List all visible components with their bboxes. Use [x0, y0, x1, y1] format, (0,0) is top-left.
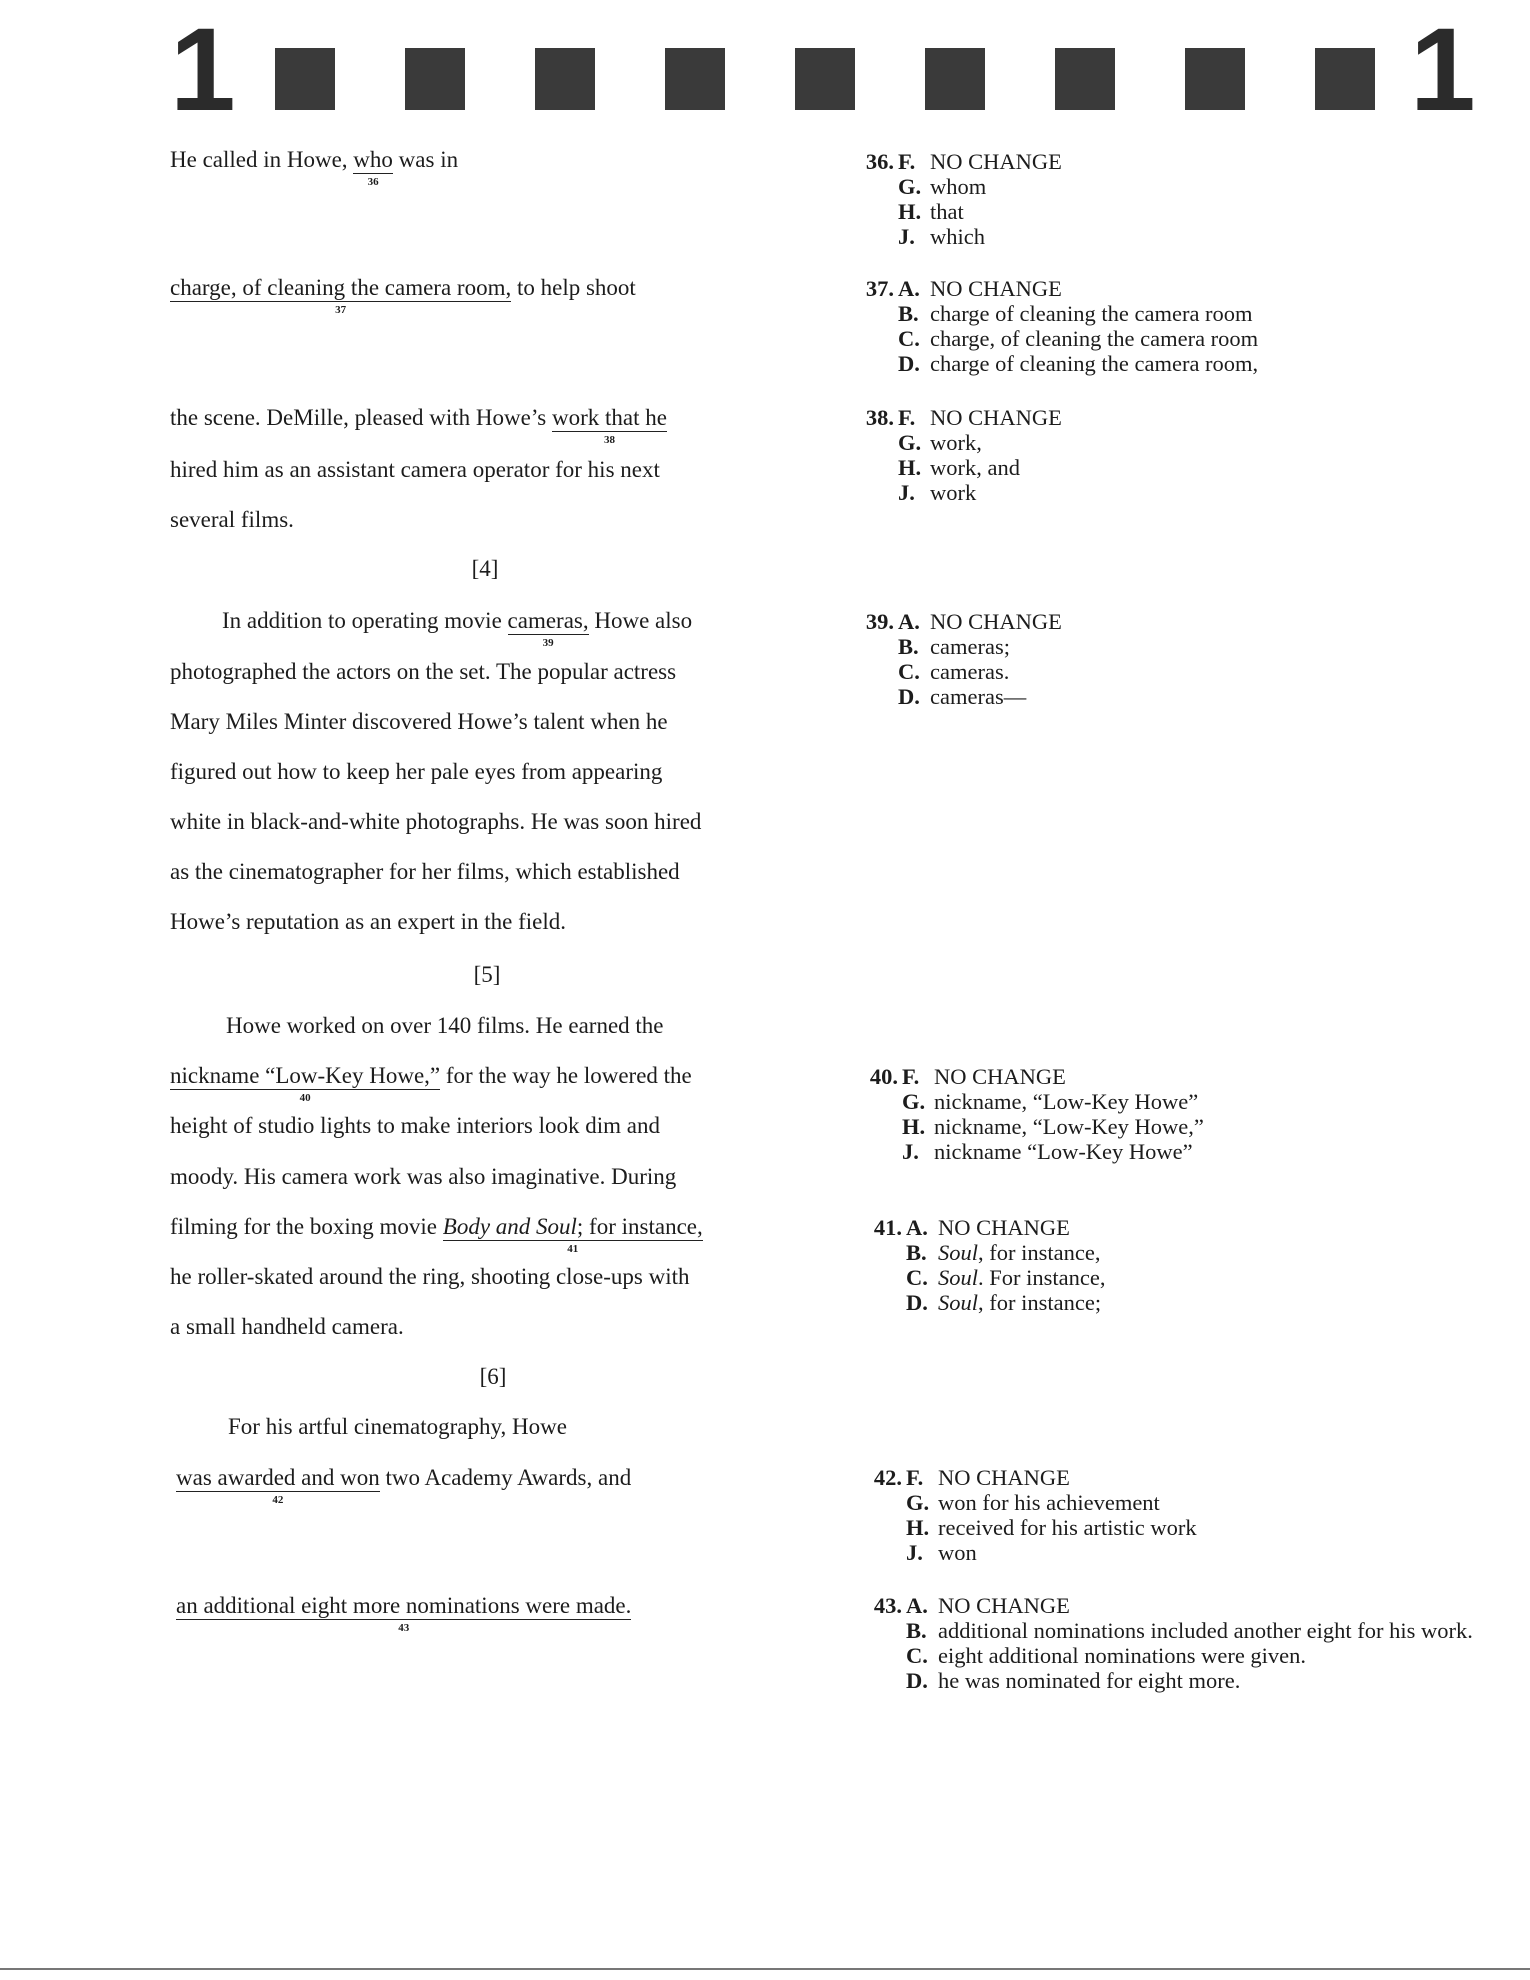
answer-option[interactable]: H. work, and	[898, 455, 1020, 480]
passage-line	[176, 1464, 632, 1506]
question-marker-43: 43	[398, 1622, 410, 1634]
answer-option[interactable]: J. won	[906, 1540, 977, 1565]
passage-line: a small handheld camera.	[170, 1314, 404, 1339]
header-square	[1185, 48, 1245, 110]
header-square	[535, 48, 595, 110]
passage-text: Howe also	[588, 608, 693, 633]
answer-option[interactable]: H. nickname, “Low-Key Howe,”	[902, 1114, 1204, 1139]
question-marker-42: 42	[272, 1494, 284, 1506]
answer-option[interactable]: 39. A. NO CHANGE	[865, 609, 1062, 634]
answer-option[interactable]: B. cameras;	[898, 634, 1010, 659]
question-marker-38: 38	[603, 434, 615, 446]
question-37	[842, 276, 1258, 376]
passage-line	[170, 274, 636, 316]
answer-option[interactable]: G. won for his achievement	[906, 1490, 1160, 1515]
passage-line: he roller-skated around the ring, shooting close-ups with	[170, 1264, 690, 1289]
passage-text: filming for the boxing movie	[170, 1214, 443, 1239]
underlined-portion-42: was awarded and won 42	[176, 1465, 380, 1506]
question-41	[850, 1215, 1106, 1315]
passage-text: two Academy Awards, and	[379, 1465, 632, 1490]
question-42	[850, 1465, 1197, 1565]
header-square	[1315, 48, 1375, 110]
passage-line: several films.	[170, 507, 294, 532]
passage-text: the scene. DeMille, pleased with Howe’s	[170, 405, 552, 430]
section-number-right: 1	[1410, 4, 1476, 136]
passage-text: for the way he lowered the	[440, 1063, 692, 1088]
paragraph-number: [6]	[479, 1364, 507, 1389]
answer-option[interactable]: H. that	[898, 199, 964, 224]
question-38	[842, 405, 1062, 505]
answer-option[interactable]: C. charge, of cleaning the camera room	[898, 326, 1259, 351]
passage-line: moody. His camera work was also imaginative. During	[170, 1164, 677, 1189]
passage-line: Howe’s reputation as an expert in the field.	[170, 909, 566, 934]
question-marker-41: 41	[567, 1243, 579, 1255]
underlined-portion-43: an additional eight more nominations were made. 43	[176, 1593, 632, 1634]
passage-line	[170, 404, 667, 446]
passage-line	[176, 1592, 632, 1634]
answer-option[interactable]: G. work,	[898, 430, 982, 455]
answer-option[interactable]: G. nickname, “Low-Key Howe”	[902, 1089, 1199, 1114]
answer-option[interactable]: D. Soul, for instance;	[906, 1290, 1102, 1315]
question-marker-39: 39	[542, 637, 554, 649]
answer-option[interactable]: G. whom	[898, 174, 987, 199]
question-43	[850, 1593, 1478, 1693]
answer-option[interactable]: C. cameras.	[898, 659, 1010, 684]
question-marker-40: 40	[299, 1092, 311, 1104]
passage-line	[170, 1213, 703, 1255]
passage-line: For his artful cinematography, Howe	[228, 1414, 567, 1439]
passage-line	[170, 146, 459, 188]
answer-option[interactable]: B. Soul, for instance,	[906, 1240, 1101, 1265]
answer-option[interactable]: 40. F. NO CHANGE	[869, 1064, 1066, 1089]
passage-line: white in black-and-white photographs. He was soon hired	[170, 809, 702, 834]
underlined-portion-36: who 36	[353, 147, 393, 188]
question-marker-36: 36	[367, 176, 379, 188]
section-header	[0, 0, 1530, 136]
answer-option[interactable]: 41. A. NO CHANGE	[873, 1215, 1070, 1240]
header-square	[1055, 48, 1115, 110]
passage-text: He called in Howe,	[170, 147, 354, 172]
underlined-portion-39: cameras, 39	[507, 608, 589, 649]
answer-option[interactable]: C. eight additional nominations were given.	[906, 1643, 1307, 1668]
answer-option[interactable]: D. cameras—	[898, 684, 1027, 709]
passage-text: to help shoot	[511, 275, 636, 300]
header-square	[275, 48, 335, 110]
underlined-portion-40: nickname “Low-Key Howe,” 40	[170, 1063, 441, 1104]
answer-option[interactable]: 36. F. NO CHANGE	[865, 149, 1062, 174]
passage-text: was in	[392, 147, 459, 172]
answer-option[interactable]: D. charge of cleaning the camera room,	[898, 351, 1259, 376]
underlined-portion-41: Body and Soul; for instance, 41	[442, 1214, 703, 1255]
answer-option[interactable]: 37. A. NO CHANGE	[865, 276, 1062, 301]
page-bottom-rule	[0, 1968, 1530, 1970]
answer-option[interactable]: 42. F. NO CHANGE	[873, 1465, 1070, 1490]
answer-option[interactable]: H. received for his artistic work	[906, 1515, 1197, 1540]
passage-line: hired him as an assistant camera operator for his next	[170, 457, 660, 482]
header-square	[925, 48, 985, 110]
answer-option[interactable]: C. Soul. For instance,	[906, 1265, 1106, 1290]
answer-option[interactable]: J. work	[898, 480, 977, 505]
header-square	[665, 48, 725, 110]
question-39	[842, 609, 1062, 709]
passage-line	[222, 607, 693, 649]
passage-line: figured out how to keep her pale eyes from appearing	[170, 759, 663, 784]
answer-option[interactable]: J. which	[898, 224, 985, 249]
header-square	[795, 48, 855, 110]
underlined-portion-37: charge, of cleaning the camera room, 37	[170, 275, 512, 316]
section-number-left: 1	[170, 4, 236, 136]
answer-option[interactable]: B. charge of cleaning the camera room	[898, 301, 1253, 326]
question-36	[842, 149, 1062, 249]
answer-option[interactable]: 38. F. NO CHANGE	[865, 405, 1062, 430]
passage-line	[170, 1062, 692, 1104]
question-40	[846, 1064, 1204, 1164]
passage-line: Mary Miles Minter discovered Howe’s talent when he	[170, 709, 668, 734]
paragraph-number: [5]	[473, 962, 501, 987]
passage-line: height of studio lights to make interiors look dim and	[170, 1113, 660, 1138]
answer-option[interactable]: J. nickname “Low-Key Howe”	[902, 1139, 1193, 1164]
answer-option[interactable]: D. he was nominated for eight more.	[906, 1668, 1241, 1693]
question-marker-37: 37	[335, 304, 347, 316]
answer-option[interactable]: 43. A. NO CHANGE	[873, 1593, 1070, 1618]
passage-line: Howe worked on over 140 films. He earned the	[226, 1013, 664, 1038]
paragraph-number: [4]	[471, 556, 499, 581]
header-square	[405, 48, 465, 110]
passage-text: In addition to operating movie	[222, 608, 508, 633]
passage-line: photographed the actors on the set. The popular actress	[170, 659, 677, 684]
answer-option[interactable]: B. additional nominations included another eight for his work.	[906, 1618, 1473, 1643]
underlined-portion-38: work that he 38	[551, 405, 667, 446]
passage-line: as the cinematographer for her films, which established	[170, 859, 680, 884]
